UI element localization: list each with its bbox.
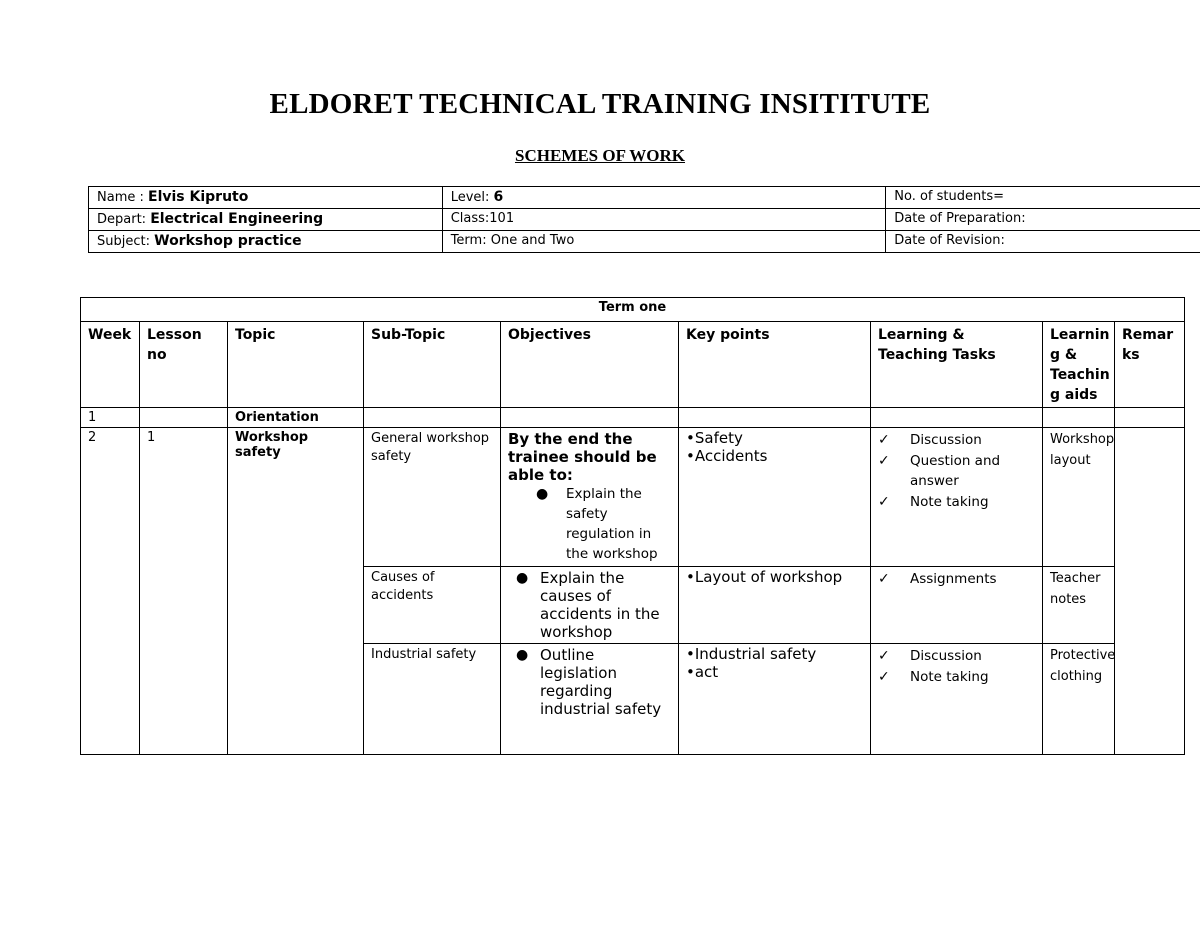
prep-label: Date of Preparation: (894, 211, 1026, 226)
objective-list (508, 646, 671, 718)
name-cell (89, 187, 443, 209)
list-item: ✓ Note taking (878, 492, 1035, 513)
list-item: • Industrial safety (686, 646, 863, 664)
list-item: • act (686, 664, 863, 682)
keypoint-list (686, 646, 863, 681)
remarks-cell (1115, 408, 1185, 428)
col-week: Week (81, 322, 140, 408)
task-list (878, 646, 1035, 687)
objective-heading: By the end the trainee should be able to: (508, 430, 657, 484)
list-item: ● Explain the causes of accidents in the workshop (508, 569, 671, 641)
depart-label: Depart: (97, 212, 151, 227)
remarks-cell (1115, 428, 1185, 755)
list-item: ● Explain the safety regulation in the workshop (536, 484, 671, 564)
week-cell: 1 (81, 408, 140, 428)
level-cell (442, 187, 886, 209)
keypoint-list (686, 430, 863, 465)
list-item: ✓ Discussion (878, 430, 1035, 451)
class-cell (442, 209, 886, 231)
objective-list (508, 569, 671, 641)
students-cell (886, 187, 1200, 209)
subtopic-cell: Causes of accidents (364, 567, 501, 644)
level-value: 6 (493, 189, 504, 205)
info-row (89, 231, 1200, 253)
depart-cell (89, 209, 443, 231)
tasks-cell (871, 567, 1043, 644)
subject-label: Subject: (97, 234, 155, 249)
list-item: ✓ Question and answer (878, 451, 1035, 492)
lesson-cell: 1 (140, 428, 228, 755)
objectives-cell (501, 408, 679, 428)
tasks-cell (871, 428, 1043, 567)
term-title: Term one (81, 298, 1185, 322)
class-label: Class:101 (450, 211, 515, 226)
document-subtitle: SCHEMES OF WORK (514, 146, 686, 165)
objectives-cell (501, 644, 679, 755)
info-row (89, 209, 1200, 231)
info-row (89, 187, 1200, 209)
objectives-cell (501, 428, 679, 567)
subtopic-cell: General workshop safety (364, 428, 501, 567)
task-list (878, 430, 1035, 512)
term-label: Term: One and Two (450, 233, 575, 248)
keypoints-cell (679, 644, 871, 755)
name-label: Name : (97, 190, 148, 205)
column-header-row (81, 322, 1185, 408)
subtopic-cell: Industrial safety (364, 644, 501, 755)
table-row (81, 428, 1185, 567)
topic-cell: Orientation (228, 408, 364, 428)
keypoint-list (686, 569, 863, 587)
objective-list (536, 484, 671, 564)
tasks-cell (871, 408, 1043, 428)
keypoints-cell (679, 567, 871, 644)
list-item: ● Outline legislation regarding industrial safety (508, 646, 671, 718)
revision-label: Date of Revision: (894, 233, 1005, 248)
institute-title: ELDORET TECHNICAL TRAINING INSITITUTE (269, 88, 931, 120)
info-table (88, 186, 1200, 253)
objectives-cell (501, 567, 679, 644)
list-item: • Safety (686, 430, 863, 448)
prep-cell (886, 209, 1200, 231)
col-lesson-no: Lesson no (140, 322, 228, 408)
col-objectives: Objectives (501, 322, 679, 408)
list-item: ✓ Discussion (878, 646, 1035, 667)
list-item: • Accidents (686, 448, 863, 466)
col-aids: Learnin g & Teachin g aids (1043, 322, 1115, 408)
list-item: ✓ Note taking (878, 667, 1035, 688)
list-item: ✓ Assignments (878, 569, 1035, 590)
keypoints-cell (679, 428, 871, 567)
list-item: • Layout of workshop (686, 569, 863, 587)
name-value: Elvis Kipruto (148, 189, 249, 205)
depart-value: Electrical Engineering (150, 211, 324, 227)
task-list (878, 569, 1035, 590)
tasks-cell (871, 644, 1043, 755)
students-label: No. of students= (894, 189, 1005, 204)
col-topic: Topic (228, 322, 364, 408)
aids-cell: Workshop layout (1043, 428, 1115, 567)
col-key-points: Key points (679, 322, 871, 408)
week-cell: 2 (81, 428, 140, 755)
subject-cell (89, 231, 443, 253)
scheme-table (80, 297, 1185, 755)
revision-cell (886, 231, 1200, 253)
keypoints-cell (679, 408, 871, 428)
col-remarks: Remar ks (1115, 322, 1185, 408)
aids-cell: Protective clothing (1043, 644, 1115, 755)
level-label: Level: (450, 190, 494, 205)
term-cell (442, 231, 886, 253)
col-tasks: Learning & Teaching Tasks (871, 322, 1043, 408)
subtopic-cell (364, 408, 501, 428)
subject-value: Workshop practice (154, 233, 302, 249)
aids-cell: Teacher notes (1043, 567, 1115, 644)
term-row (81, 298, 1185, 322)
lesson-cell (140, 408, 228, 428)
table-row (81, 408, 1185, 428)
aids-cell (1043, 408, 1115, 428)
col-subtopic: Sub-Topic (364, 322, 501, 408)
topic-cell: Workshop safety (228, 428, 364, 755)
